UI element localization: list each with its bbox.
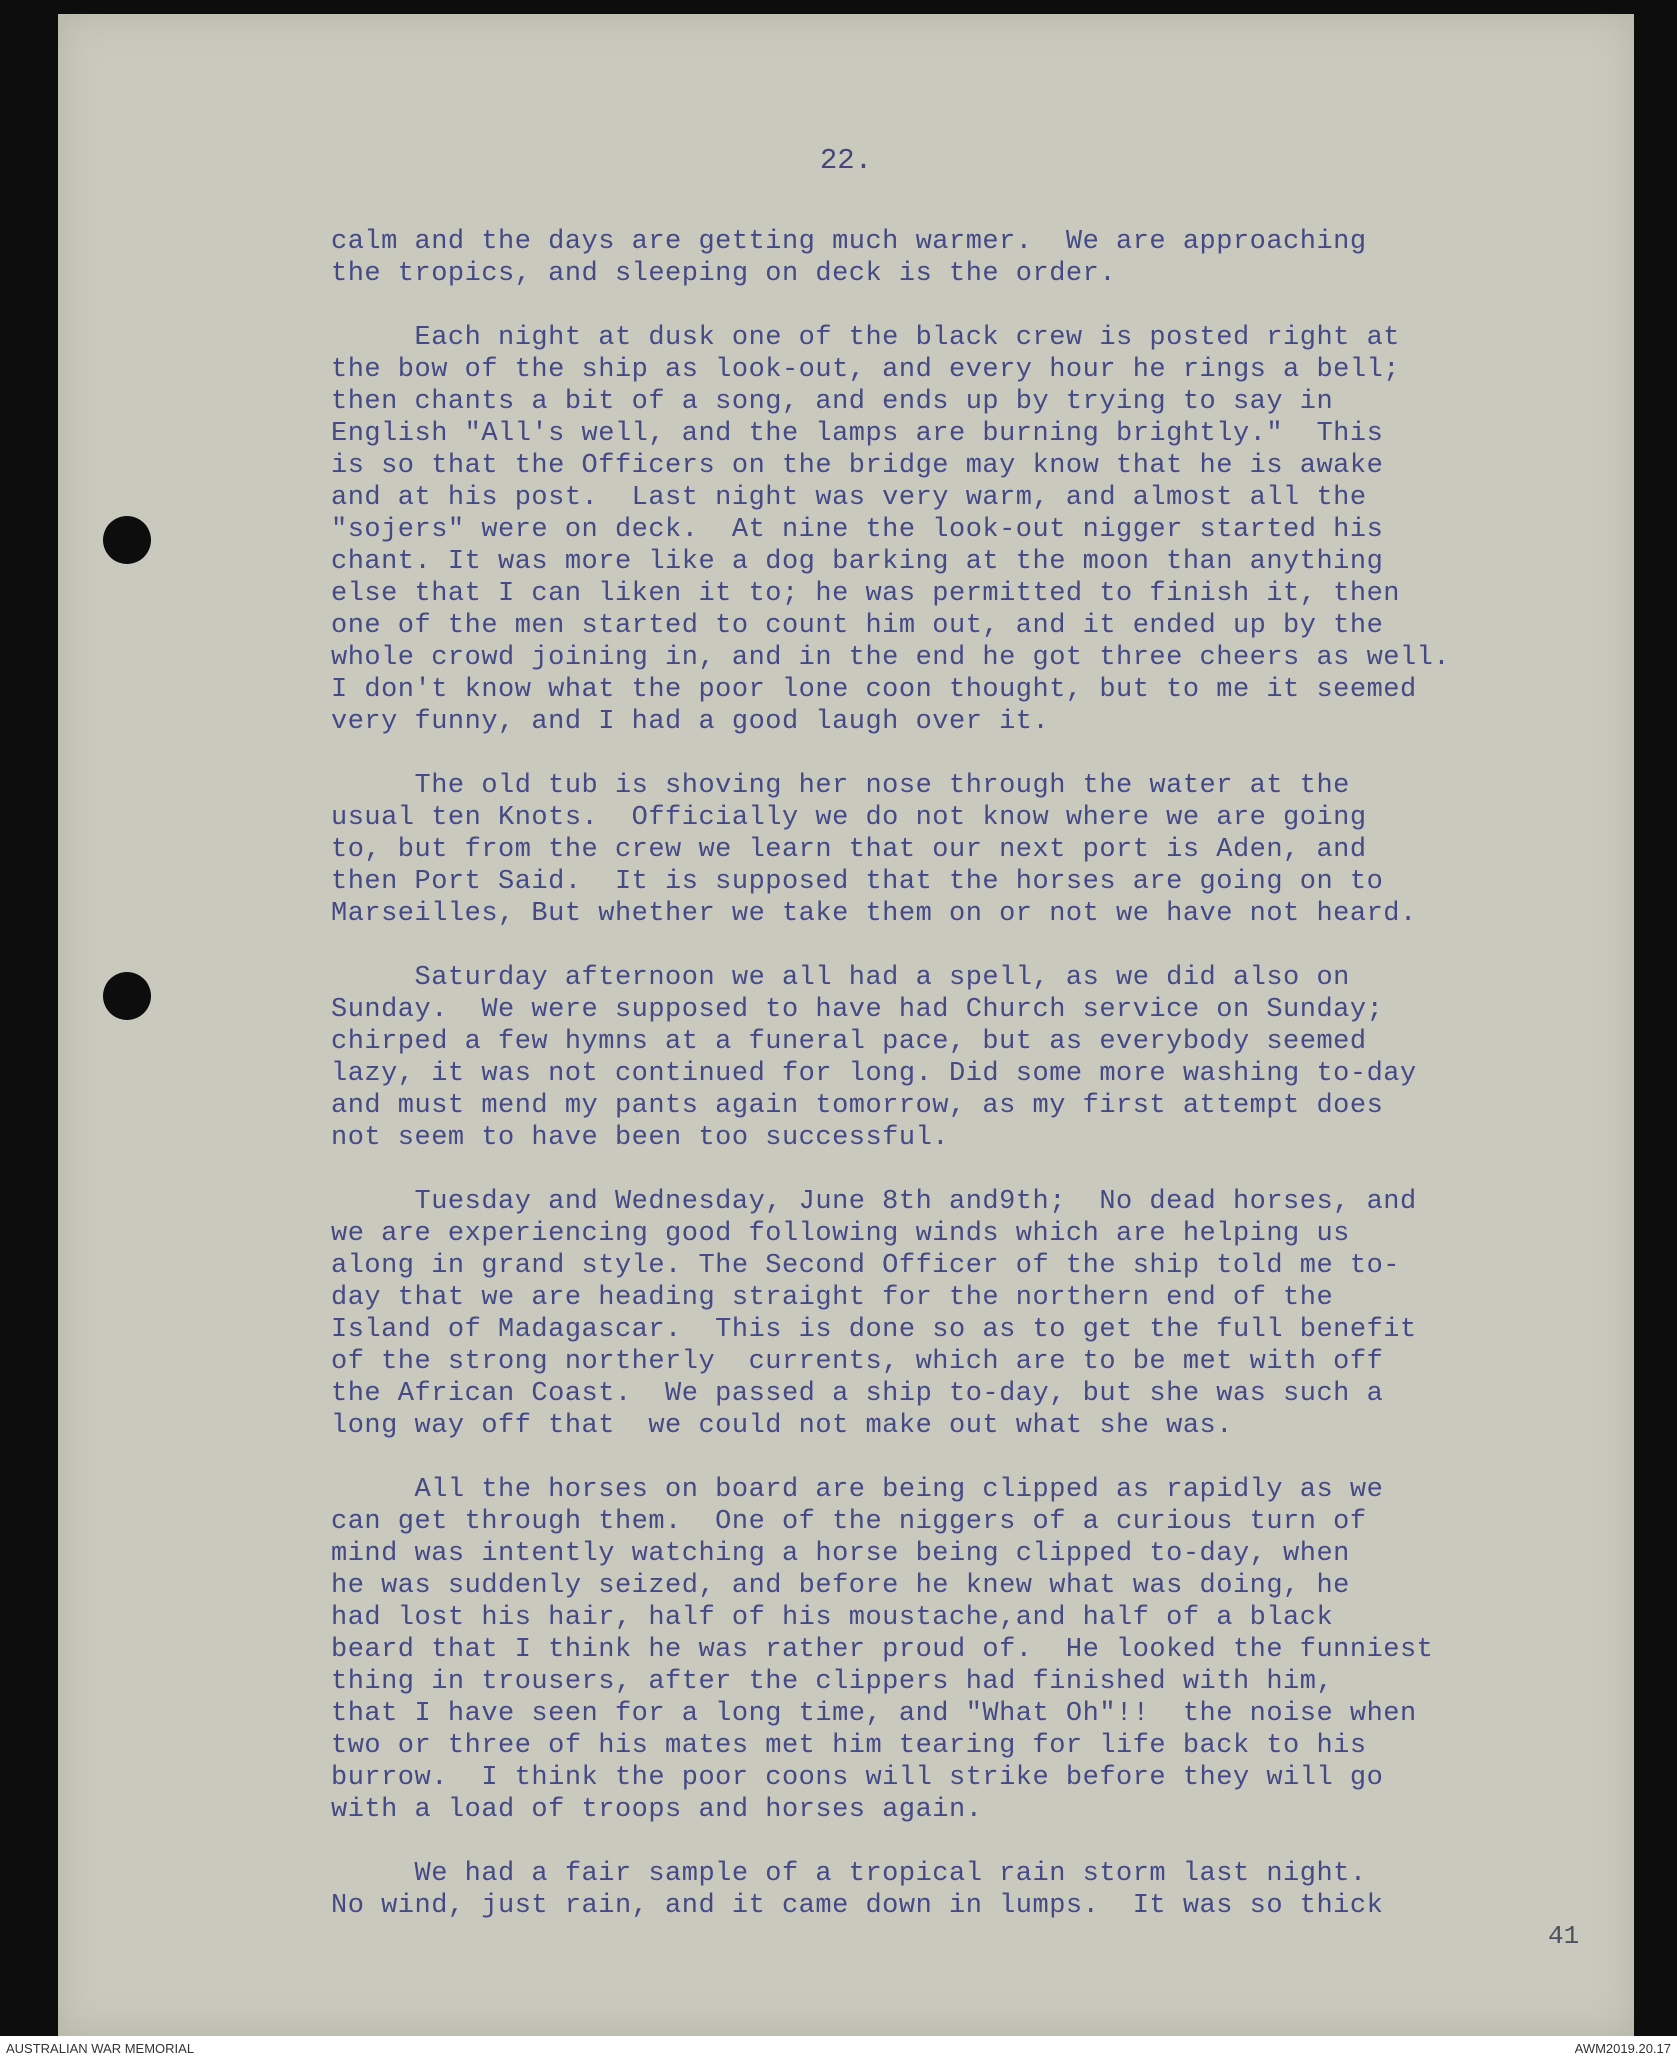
text-line: of the strong northerly currents, which are to be met with off [331,1347,1384,1377]
text-line: I don't know what the poor lone coon thought, but to me it seemed [331,675,1417,705]
text-line: Each night at dusk one of the black crew is posted right at [331,323,1400,353]
text-line: thing in trousers, after the clippers had finished with him, [331,1667,1334,1697]
paragraph [331,1186,1671,1442]
paragraph [331,770,1671,930]
text-line: long way off that we could not make out what she was. [331,1411,1233,1441]
folio-number: 41 [1548,1921,1580,1951]
page-number: 22. [819,144,873,177]
text-line: with a load of troops and horses again. [331,1795,983,1825]
text-line: The old tub is shoving her nose through the water at the [331,771,1350,801]
text-line: usual ten Knots. Officially we do not know where we are going [331,803,1367,833]
paragraph [331,322,1671,738]
text-line: Sunday. We were supposed to have had Church service on Sunday; [331,995,1384,1025]
text-line: chirped a few hymns at a funeral pace, but as everybody seemed [331,1027,1367,1057]
footer-institution: AUSTRALIAN WAR MEMORIAL [6,2041,195,2056]
document-sheet [58,14,1634,2036]
text-line: We had a fair sample of a tropical rain storm last night. [331,1859,1367,1889]
text-line: All the horses on board are being clipped as rapidly as we [331,1475,1384,1505]
text-line: he was suddenly seized, and before he knew what was doing, he [331,1571,1350,1601]
text-line: No wind, just rain, and it came down in lumps. It was so thick [331,1891,1384,1921]
punch-hole [103,516,151,564]
text-line: is so that the Officers on the bridge may know that he is awake [331,451,1384,481]
text-line: "sojers" were on deck. At nine the look-out nigger started his [331,515,1384,545]
text-line: Island of Madagascar. This is done so as to get the full benefit [331,1315,1417,1345]
text-line: chant. It was more like a dog barking at the moon than anything [331,547,1384,577]
paragraph [331,1858,1671,1922]
archive-footer [0,2036,1677,2061]
text-line: then Port Said. It is supposed that the horses are going on to [331,867,1384,897]
text-line: Marseilles, But whether we take them on or not we have not heard. [331,899,1417,929]
footer-reference: AWM2019.20.17 [1574,2041,1671,2056]
text-line: that I have seen for a long time, and "What Oh"!! the noise when [331,1699,1417,1729]
text-line: can get through them. One of the niggers of a curious turn of [331,1507,1367,1537]
text-line: beard that I think he was rather proud of. He looked the funniest [331,1635,1434,1665]
text-line: whole crowd joining in, and in the end he got three cheers as well. [331,643,1451,673]
typed-body-text [331,226,1671,1954]
text-line: had lost his hair, half of his moustache,and half of a black [331,1603,1334,1633]
text-line: else that I can liken it to; he was permitted to finish it, then [331,579,1400,609]
paragraph [331,962,1671,1154]
paragraph [331,1474,1671,1826]
text-line: burrow. I think the poor coons will strike before they will go [331,1763,1384,1793]
text-line: the bow of the ship as look-out, and every hour he rings a bell; [331,355,1400,385]
text-line: along in grand style. The Second Officer of the ship told me to- [331,1251,1400,1281]
text-line: and must mend my pants again tomorrow, as my first attempt does [331,1091,1384,1121]
text-line: the African Coast. We passed a ship to-day, but she was such a [331,1379,1384,1409]
paragraph [331,226,1671,290]
punch-hole [103,972,151,1020]
text-line: day that we are heading straight for the northern end of the [331,1283,1334,1313]
text-line: very funny, and I had a good laugh over it. [331,707,1050,737]
text-line: not seem to have been too successful. [331,1123,949,1153]
text-line: Tuesday and Wednesday, June 8th and9th; No dead horses, and [331,1187,1417,1217]
text-line: one of the men started to count him out, and it ended up by the [331,611,1384,641]
text-line: to, but from the crew we learn that our next port is Aden, and [331,835,1367,865]
text-line: calm and the days are getting much warmer. We are approaching [331,227,1367,257]
text-line: mind was intently watching a horse being clipped to-day, when [331,1539,1350,1569]
text-line: then chants a bit of a song, and ends up by trying to say in [331,387,1334,417]
text-line: and at his post. Last night was very warm, and almost all the [331,483,1367,513]
text-line: lazy, it was not continued for long. Did some more washing to-day [331,1059,1417,1089]
text-line: we are experiencing good following winds which are helping us [331,1219,1350,1249]
text-line: Saturday afternoon we all had a spell, as we did also on [331,963,1350,993]
text-line: English "All's well, and the lamps are burning brightly." This [331,419,1384,449]
text-line: the tropics, and sleeping on deck is the order. [331,259,1117,289]
text-line: two or three of his mates met him tearing for life back to his [331,1731,1367,1761]
